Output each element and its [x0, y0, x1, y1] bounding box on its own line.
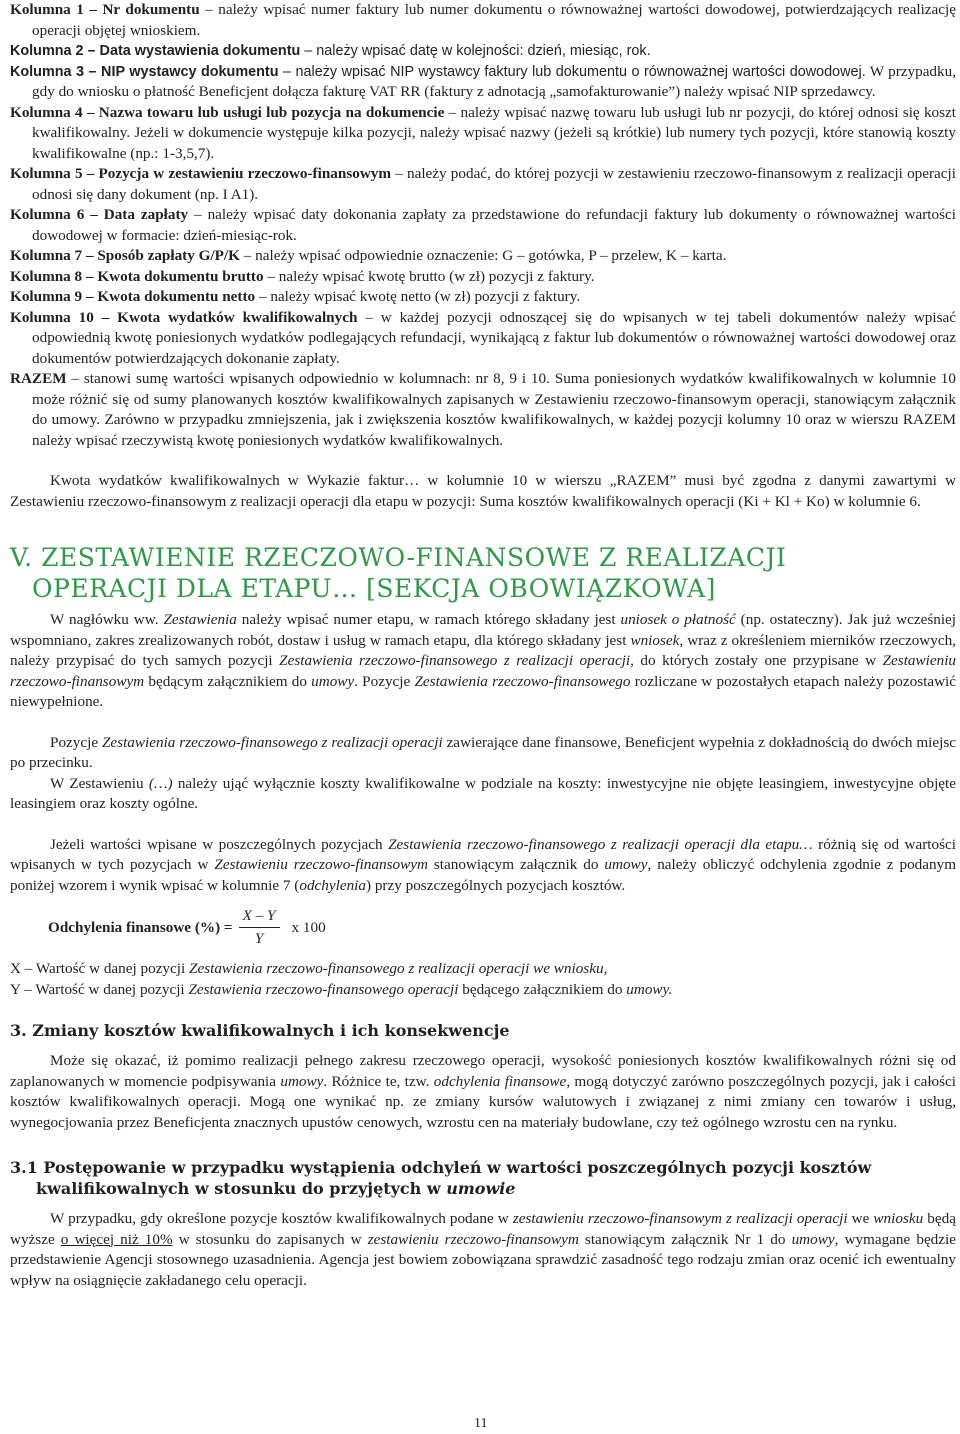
kolumna-2: Kolumna 2 – Data wystawienia dokumentu – należy wpisać datę w kolejności: dzień, miesiąc, rok. — [10, 43, 651, 59]
formula-label: Odchylenia finansowe (%) = — [48, 918, 233, 936]
formula-denominator: Y — [254, 930, 264, 947]
section-v-paragraph-1: W nagłówku ww. Zestawienia należy wpisać numer etapu, w ramach którego składany jest uniosek o płatność (np. ostateczny). Jak już wcześniej wspomniano, zakres zrealizowanych robót, dostaw i usług w ramach etapu, dla którego składany jest wniosek, wraz z określeniem mierników rzeczowych, należy przypisać do tych samych pozycji Zestawienia rzeczowo-finansowego z realizacji operacji, do których zostały one przypisane w Zestawieniu rzeczowo-finansowym będącym załącznikiem do umowy. Pozycje Zestawienia rzeczowo-finansowego rozliczane w pozostałych etapach należy pozostawić niewypełnione. — [10, 611, 957, 710]
section-3-1-line2: kwalifikowalnych w stosunku do przyjętych w umowie — [36, 1179, 516, 1198]
kolumna-7: Kolumna 7 – Sposób zapłaty G/P/K – należy wpisać odpowiednie oznaczenie: G – gotówka, P – przelew, K – karta. — [10, 247, 727, 264]
kolumna-6: Kolumna 6 – Data zapłaty – należy wpisać daty dokonania zapłaty za przedstawione do refundacji faktury lub dokumenty o równoważnej wartości dowodowej w formacie: dzień-miesiąc-rok. — [10, 206, 956, 244]
kwota-paragraph: Kwota wydatków kwalifikowalnych w Wykazie faktur… w kolumnie 10 w wierszu „RAZEM” musi być zgodna z danymi zawartymi w Zestawieniu rzeczowo-finansowym z realizacji operacji dla etapu w pozycji: Suma kosztów kwalifikowalnych operacji (Ki + Kl + Ko) w kolumnie 6. — [10, 472, 956, 510]
kolumna-8: Kolumna 8 – Kwota dokumentu brutto – należy wpisać kwotę brutto (w zł) pozycji z faktury. — [10, 267, 595, 285]
section-3-1-line1: 3.1 Postępowanie w przypadku wystąpienia odchyleń w wartości poszczególnych pozycji kosztów — [10, 1158, 872, 1177]
section-v-heading — [10, 542, 956, 604]
kolumna-5: Kolumna 5 – Pozycja w zestawieniu rzeczowo-finansowym – należy podać, do której pozycji w zestawieniu rzeczowo-finansowym z realizacji operacji odnosi się dany dokument (np. I A1). — [10, 165, 956, 203]
section-3-1-paragraph: W przypadku, gdy określone pozycje kosztów kwalifikowalnych podane w zestawieniu rzeczowo-finansowym z realizacji operacji we wniosku będą wyższe o więcej niż 10% w stosunku do zapisanych w zestawieniu rzeczowo-finansowym stanowiącym załącznik Nr 1 do umowy, wymagane będzie przedstawienie Agencji stosownego uzasadnienia. Agencja jest bowiem zobowiązana sprawdzić zasadność tego rodzaju zmian oraz ocenić ich ewentualny wpływ na osiągnięcie zakładanego celu operacji. — [10, 1210, 956, 1289]
kolumna-9: Kolumna 9 – Kwota dokumentu netto – należy wpisać kwotę netto (w zł) pozycji z faktury. — [10, 288, 581, 305]
kolumna-10: Kolumna 10 – Kwota wydatków kwalifikowalnych – w każdej pozycji odnoszącej się do wpisanych w tej tabeli dokumentów należy wpisać odpowiednią kwotę poniesionych wydatków podlegających refundacji, wynikającą z faktur lub dokumentów o równoważnej wartości dowodowej oraz dokumentów potwierdzających dokonanie zapłaty. — [10, 308, 956, 367]
section-v-paragraph-2: Pozycje Zestawienia rzeczowo-finansowego z realizacji operacji zawierające dane finansowe, Beneficjent wypełnia z dokładnością do dwóch miejsc po przecinku. — [10, 733, 957, 771]
kolumna-1: Kolumna 1 – Nr dokumentu – należy wpisać numer faktury lub numer dokumentu o równoważnej wartości dowodowej, potwierdzających realizację operacji objętej wnioskiem. — [10, 1, 956, 39]
page-number: 11 — [474, 1416, 488, 1431]
section-v-paragraph-4: Jeżeli wartości wpisane w poszczególnych pozycjach Zestawienia rzeczowo-finansowego z realizacji operacji dla etapu… różnią się od wartości wpisanych w tych pozycjach w Zestawieniu rzeczowo-finansowym stanowiącym załącznik do umowy, należy obliczyć odchylenia zgodnie z podanym poniżej wzorem i wynik wpisać w kolumnie 7 (odchylenia) przy poszczególnych pozycjach kosztów. — [10, 835, 957, 894]
definition-y: Y – Wartość w danej pozycji Zestawienia rzeczowo-finansowego operacji będącego załącznikiem do umowy. — [10, 980, 673, 998]
formula-fraction — [239, 906, 280, 949]
section-3-paragraph: Może się okazać, iż pomimo realizacji pełnego zakresu rzeczowego operacji, wysokość poniesionych kosztów kwalifikowalnych różni się od zaplanowanych w momencie podpisywania umowy. Różnice te, tzw. odchylenia finansowe, mogą dotyczyć zarówno poszczególnych pozycji, jak i całości kosztów kwalifikowalnych operacji. Mogą one wynikać np. ze zmiany kursów walutowych i związanej z nimi zmiany cen towarów i usług, wynegocjowania przez Beneficjenta znacznych upustów cenowych, wzrostu cen na materiały budowlane, czy też ogólnego wzrostu cen na rynku. — [10, 1052, 956, 1131]
section-3-1-heading — [10, 1157, 956, 1199]
definition-x: X – Wartość w danej pozycji Zestawienia rzeczowo-finansowego z realizacji operacji we wniosku, — [10, 960, 608, 977]
kolumna-3: Kolumna 3 – NIP wystawcy dokumentu – należy wpisać NIP wystawcy faktury lub dokumentu o równoważnej wartości dowodowej. W przypadku, gdy do wniosku o płatność Beneficjent dołącza fakturę VAT RR (faktury z adnotacją „samofakturowanie”) należy wpisać NIP sprzedawcy. — [10, 62, 957, 100]
kolumna-4: Kolumna 4 – Nazwa towaru lub usługi lub pozycja na dokumencie – należy wpisać nazwę towaru lub usługi lub nr pozycji, do której odnosi się koszt kwalifikowalny. Jeżeli w dokumencie występuje kilka pozycji, należy wpisać nazwy (jeżeli są krótkie) lub numery tych pozycji, które stanowią koszty kwalifikowalne (np.: 1-3,5,7). — [10, 103, 957, 162]
document-page — [10, 0, 956, 1291]
deviation-formula — [48, 906, 956, 949]
section-3-heading: 3. Zmiany kosztów kwalifikowalnych i ich konsekwencje — [10, 1021, 510, 1040]
section-v-line1: V. ZESTAWIENIE RZECZOWO-FINANSOWE Z REALIZACJI — [10, 543, 787, 572]
section-v-line2: OPERACJI DLA ETAPU… [SEKCJA OBOWIĄZKOWA] — [32, 574, 716, 603]
formula-numerator: X – Y — [239, 906, 280, 928]
formula-multiplier: x 100 — [291, 918, 326, 936]
razem-paragraph: RAZEM – stanowi sumę wartości wpisanych odpowiednio w kolumnach: nr 8, 9 i 10. Suma poniesionych wydatków kwalifikowalnych w kolumnie 10 może różnić się od sumy planowanych kosztów kwalifikowalnych zapisanych w Zestawieniu rzeczowo-finansowym operacji, stanowiącym załącznik do umowy. Zarówno w przypadku zmniejszenia, jak i zwiększenia kosztów kwalifikowalnych, w każdej pozycji kolumny 10 oraz w wierszu RAZEM należy wpisać rzeczywistą kwotę poniesionych wydatków kwalifikowalnych. — [10, 370, 956, 449]
section-v-paragraph-3: W Zestawieniu (…) należy ująć wyłącznie koszty kwalifikowalne w podziale na koszty: inwestycyjne nie objęte leasingiem, inwestycyjne objęte leasingiem oraz koszty ogólne. — [10, 774, 956, 812]
